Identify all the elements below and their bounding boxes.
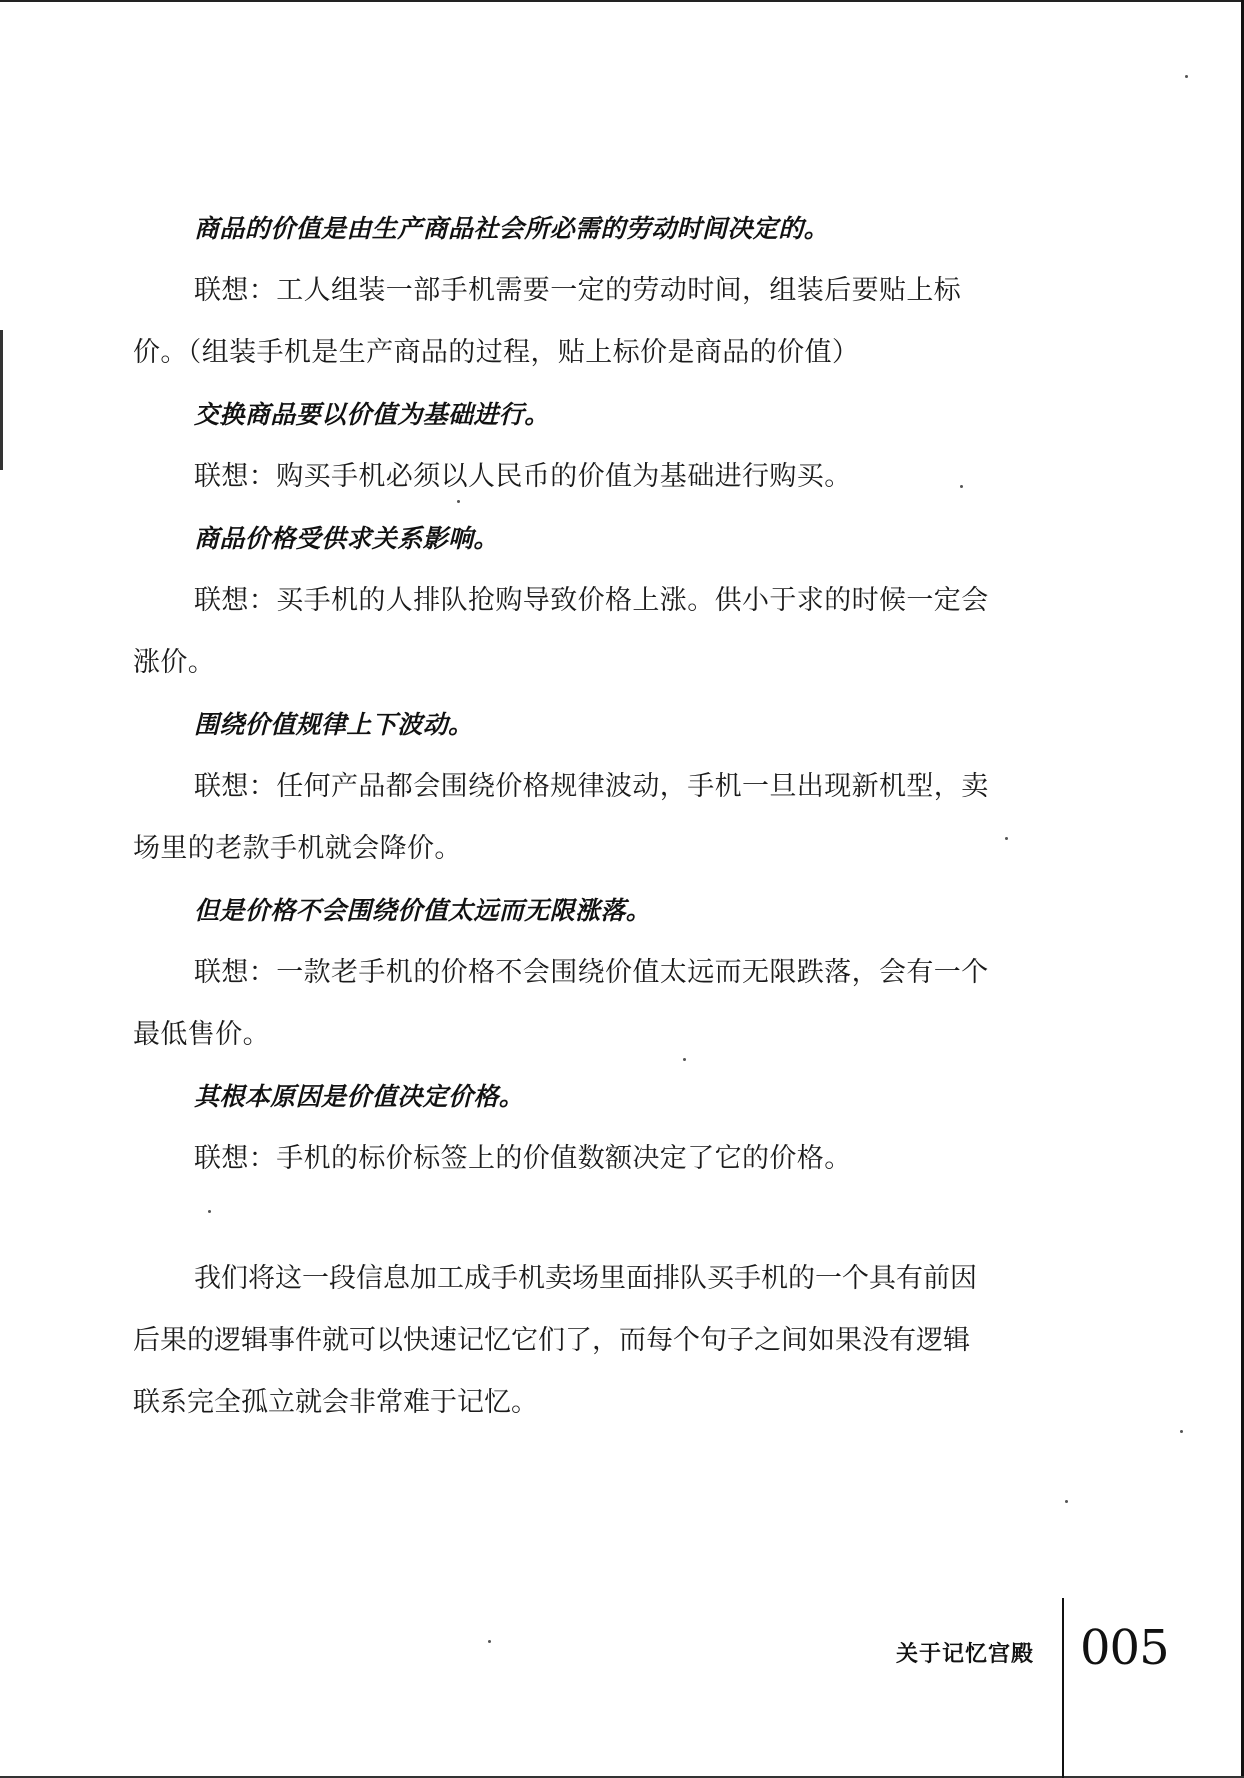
item-5	[133, 880, 1073, 1066]
association-line: 涨价。	[133, 647, 216, 678]
scan-speck	[1005, 837, 1008, 840]
statement: 商品价格受供求关系影响。	[194, 524, 499, 553]
footer-divider	[1062, 1598, 1064, 1778]
scan-speck	[457, 500, 460, 503]
summary-line: 联系完全孤立就会非常难于记忆。	[133, 1387, 538, 1418]
scan-speck	[208, 1210, 211, 1213]
scan-speck	[960, 485, 963, 488]
scan-speck	[488, 1640, 491, 1643]
summary-paragraph	[133, 1248, 1073, 1434]
item-2	[133, 384, 1073, 508]
scan-speck	[1180, 1430, 1183, 1433]
page-number: 005	[1080, 1620, 1169, 1676]
summary-line: 后果的逻辑事件就可以快速记忆它们了，而每个句子之间如果没有逻辑	[133, 1325, 970, 1356]
item-6	[133, 1066, 1073, 1190]
scan-speck	[1185, 75, 1188, 78]
page-body	[133, 198, 1073, 1434]
item-3	[133, 508, 1073, 694]
page-edge-top	[0, 0, 1244, 2]
association-line: 价。（组装手机是生产商品的过程，贴上标价是商品的价值）	[133, 337, 860, 368]
association-line: 联想：手机的标价标签上的价值数额决定了它的价格。	[194, 1143, 852, 1174]
paragraph-gap	[133, 1190, 1073, 1248]
scan-speck	[1065, 1500, 1068, 1503]
summary-line: 我们将这一段信息加工成手机卖场里面排队买手机的一个具有前因	[194, 1263, 977, 1294]
statement: 但是价格不会围绕价值太远而无限涨落。	[194, 896, 652, 925]
item-4	[133, 694, 1073, 880]
association-line: 最低售价。	[133, 1019, 270, 1050]
statement: 交换商品要以价值为基础进行。	[194, 400, 550, 429]
running-footer-title: 关于记忆宫殿	[896, 1642, 1035, 1667]
association-line: 联想：购买手机必须以人民币的价值为基础进行购买。	[194, 461, 852, 492]
item-1	[133, 198, 1073, 384]
association-line: 联想：任何产品都会围绕价格规律波动，手机一旦出现新机型，卖	[194, 771, 989, 802]
association-line: 联想：一款老手机的价格不会围绕价值太远而无限跌落，会有一个	[194, 957, 989, 988]
association-line: 联想：买手机的人排队抢购导致价格上涨。供小于求的时候一定会	[194, 585, 989, 616]
association-line: 联想：工人组装一部手机需要一定的劳动时间，组装后要贴上标	[194, 275, 962, 306]
statement: 商品的价值是由生产商品社会所必需的劳动时间决定的。	[194, 214, 830, 243]
association-line: 场里的老款手机就会降价。	[133, 833, 462, 864]
scan-speck	[683, 1058, 686, 1061]
page-edge-left-mark	[0, 330, 3, 470]
statement: 其根本原因是价值决定价格。	[194, 1082, 525, 1111]
statement: 围绕价值规律上下波动。	[194, 710, 474, 739]
